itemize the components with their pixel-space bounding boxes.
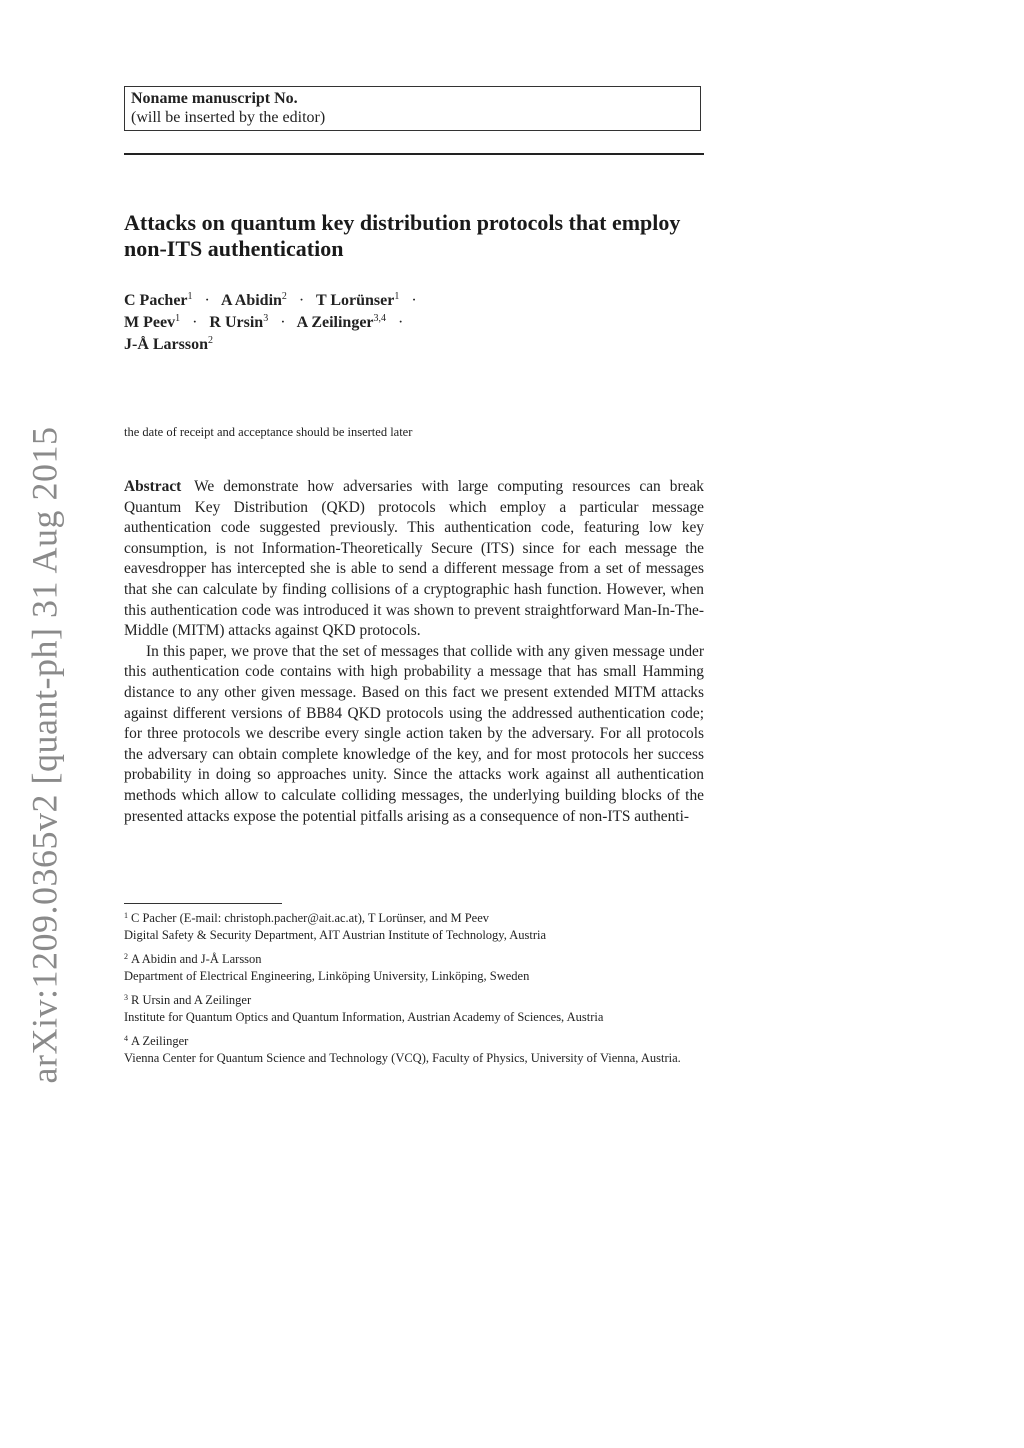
- footnote-mark: 2: [124, 952, 128, 961]
- editor-note: (will be inserted by the editor): [131, 109, 326, 126]
- footnote-mark: 4: [124, 1034, 128, 1043]
- author-separator: ·: [411, 292, 417, 309]
- footnote-rule: [124, 903, 282, 904]
- author: T Lorünser: [315, 292, 395, 309]
- abstract-paragraph-2: In this paper, we prove that the set of messages that collide with any given message under this authentication code contains with high probability a message that has small Hamming distance to any other given message. Based on this fact we present extended MITM attacks against different versions of BB84 QKD protocols using the addressed authentication code; for three protocols we describe every single action taken by the adversary. For all protocols the adversary can obtain complete knowledge of the key, and for most protocols her success probability in doing so approaches unity. Since the attacks work against all authentication methods which allow to calculate colliding messages, the underlying building blocks of the presented attacks expose the potential pitfalls arising as a consequence of non-ITS authenti-: [124, 642, 704, 825]
- author: J-Å Larsson: [124, 336, 209, 353]
- author-affiliation-mark: 2: [281, 291, 287, 302]
- footnotes: [124, 910, 704, 1074]
- footnote-names: C Pacher (E-mail: christoph.pacher@ait.ac.at), T Lorünser, and M Peev: [131, 911, 490, 925]
- author: R Ursin: [209, 314, 264, 331]
- receipt-date-line: the date of receipt and acceptance should be inserted later: [124, 425, 413, 439]
- header-rule: [124, 153, 704, 155]
- author-list: [124, 290, 704, 356]
- author-separator: ·: [280, 314, 286, 331]
- footnote-affiliation: Vienna Center for Quantum Science and Technology (VCQ), Faculty of Physics, University of Vienna, Austria.: [124, 1050, 681, 1065]
- footnote-mark: 3: [124, 993, 128, 1002]
- footnote: [124, 910, 704, 943]
- abstract: [124, 477, 704, 827]
- author-affiliation-mark: 3: [263, 313, 269, 324]
- arxiv-identifier: arXiv:1209.0365v2 [quant-ph] 31 Aug 2015: [24, 426, 64, 1084]
- author-separator: ·: [298, 292, 305, 309]
- author: A Zeilinger: [296, 314, 374, 331]
- author-line-3: [124, 334, 704, 356]
- abstract-text-1: We demonstrate how adversaries with large computing resources can break Quantum Key Distribution (QKD) protocols which employ a particular message authentication code suggested previously. This authentication code, featuring low key consumption, is not Information-Theoretically Secure (ITS) since for each message the eavesdropper has intercepted she is able to send a different message from a set of messages that she can calculate by finding collisions of a cryptographic hash function. However, when this authentication code was introduced it was shown to prevent straightforward Man-In-The-Middle (MITM) attacks against QKD protocols.: [124, 478, 704, 640]
- author-affiliation-mark: 2: [208, 335, 214, 346]
- footnote-mark: 1: [124, 911, 128, 920]
- abstract-paragraph-1: [124, 477, 704, 642]
- footnote-names: A Zeilinger: [131, 1034, 189, 1048]
- footnote-affiliation: Institute for Quantum Optics and Quantum Information, Austrian Academy of Sciences, Austria: [124, 1009, 604, 1024]
- author-affiliation-mark: 1: [187, 291, 193, 302]
- footnote: [124, 1033, 704, 1066]
- footnote: [124, 992, 704, 1025]
- abstract-label: Abstract: [124, 478, 182, 495]
- author-separator: ·: [398, 314, 404, 331]
- footnote-affiliation: Department of Electrical Engineering, Linköping University, Linköping, Sweden: [124, 968, 530, 983]
- author: A Abidin: [220, 292, 282, 309]
- arxiv-side-stamp: [17, 426, 71, 1084]
- author: C Pacher: [124, 292, 188, 309]
- manuscript-number: Noname manuscript No.: [131, 90, 298, 107]
- footnote-names: A Abidin and J-Å Larsson: [131, 952, 262, 966]
- footnote-affiliation: Digital Safety & Security Department, AIT Austrian Institute of Technology, Austria: [124, 927, 547, 942]
- author-separator: ·: [204, 292, 210, 309]
- author-line-1: [124, 290, 704, 312]
- manuscript-box: [124, 86, 701, 131]
- author-affiliation-mark: 1: [394, 291, 400, 302]
- footnote-names: R Ursin and A Zeilinger: [131, 993, 252, 1007]
- paper-title: Attacks on quantum key distribution protocols that employ non-ITS authentication: [124, 210, 681, 261]
- author: M Peev: [124, 314, 176, 331]
- footnote: [124, 951, 704, 984]
- author-affiliation-mark: 3,4: [373, 313, 387, 324]
- author-line-2: [124, 312, 704, 334]
- author-separator: ·: [192, 314, 198, 331]
- author-affiliation-mark: 1: [175, 313, 181, 324]
